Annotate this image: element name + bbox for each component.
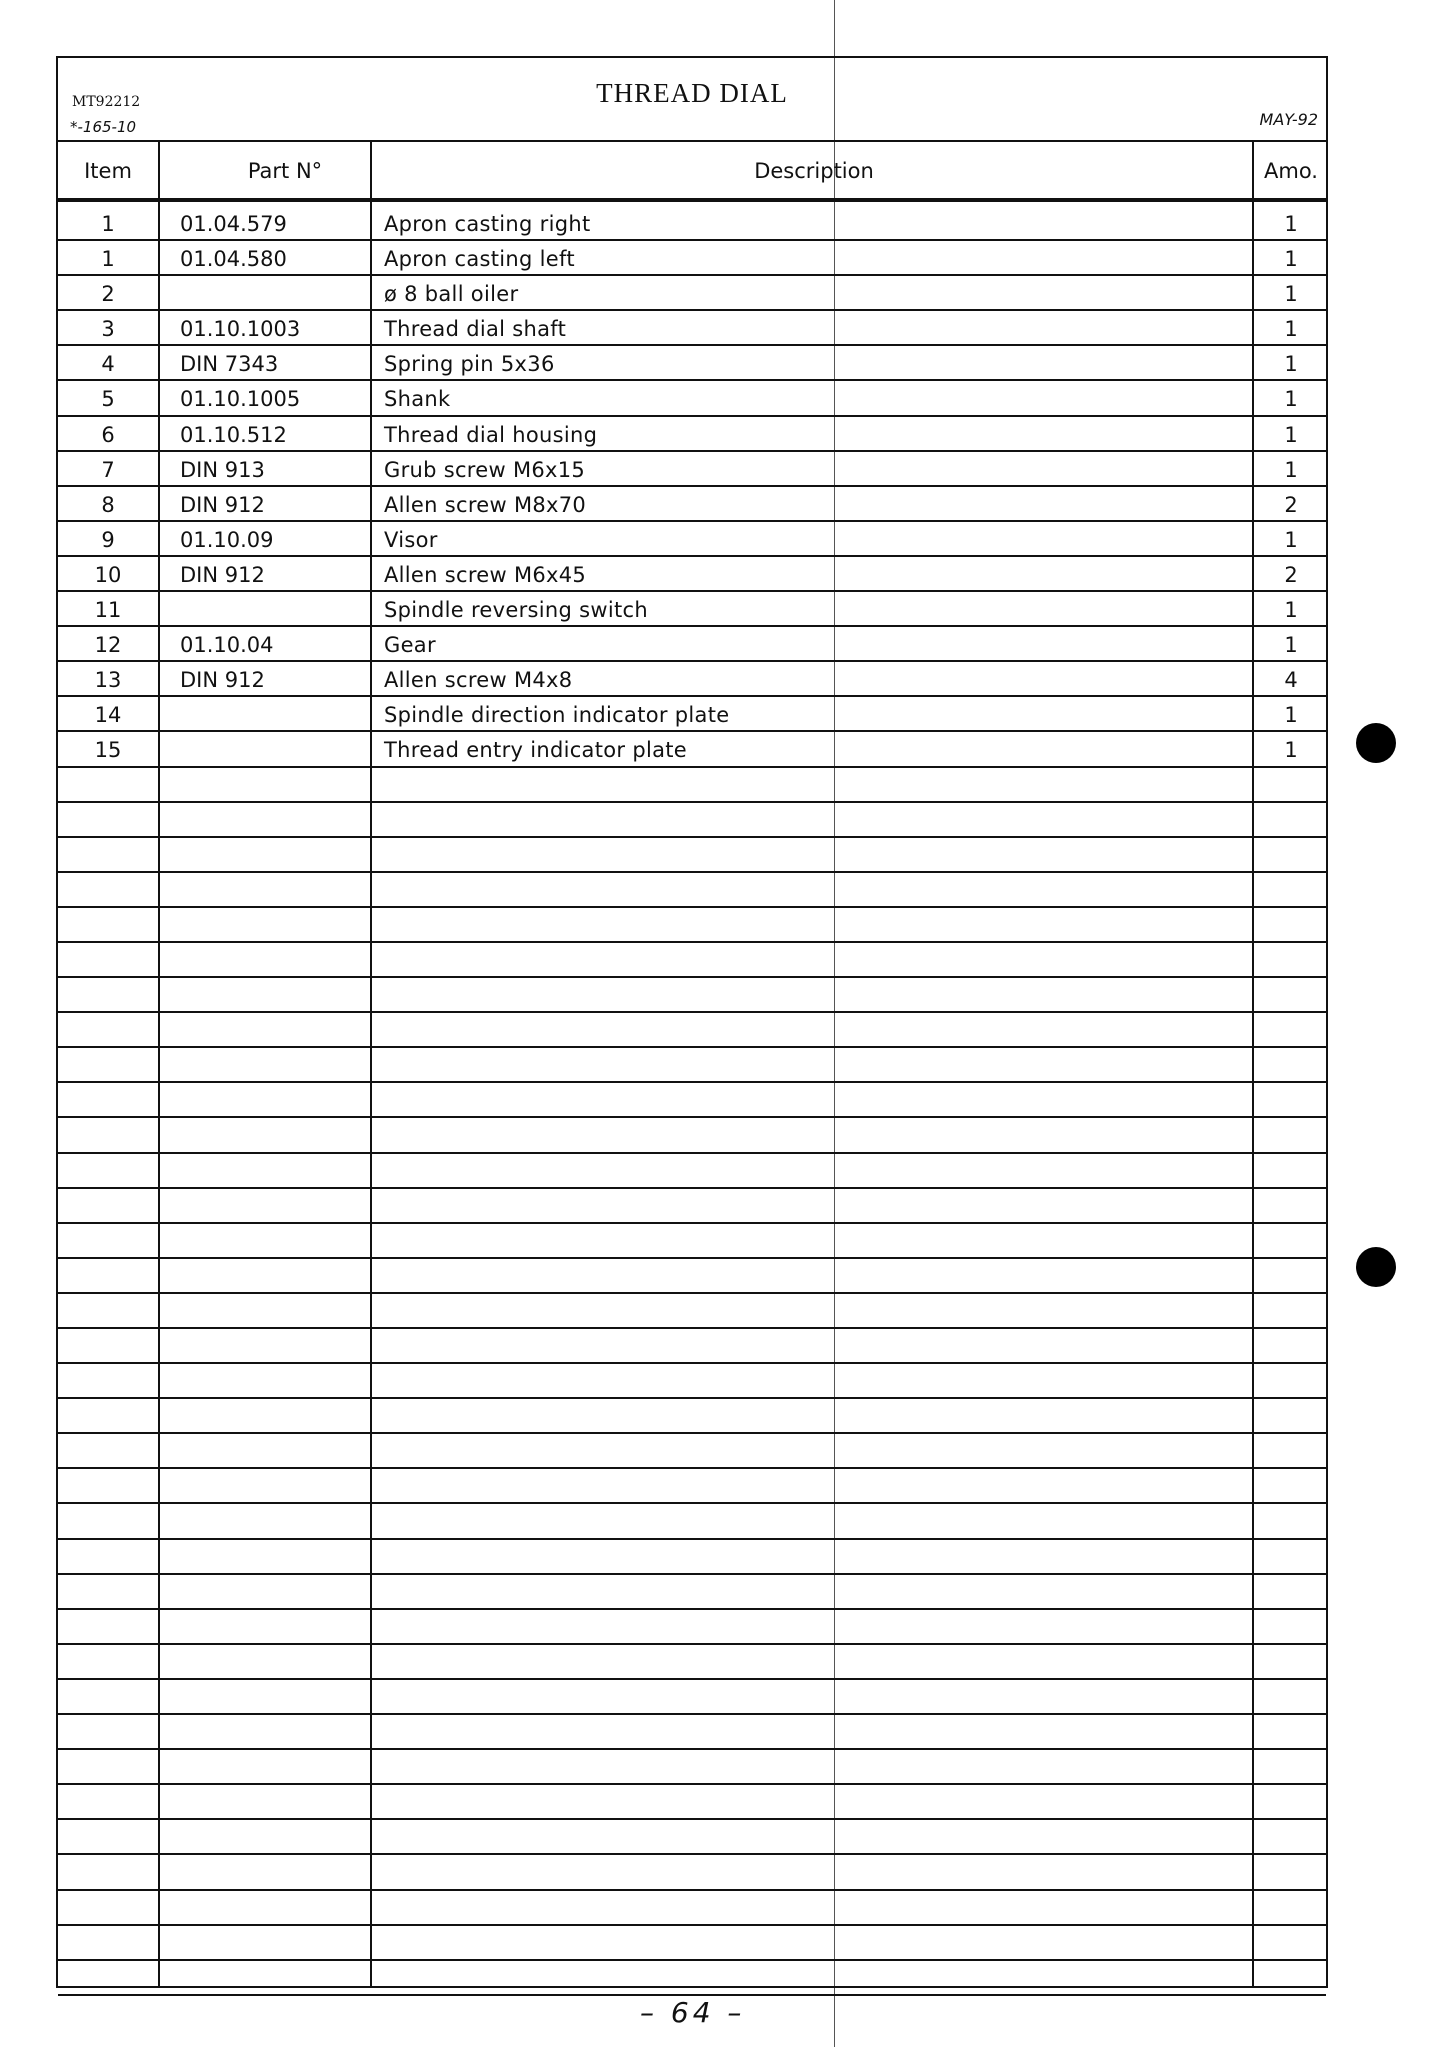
item-number: 12 [94, 633, 122, 658]
amount: 1 [1284, 212, 1298, 236]
table-row [58, 522, 1326, 557]
item-number: 8 [101, 492, 115, 517]
amount: 2 [1284, 492, 1298, 517]
description: Spring pin 5x36 [384, 352, 555, 377]
empty-table-row [58, 1645, 1326, 1680]
punch-hole [1356, 723, 1396, 763]
part-number: 01.10.04 [180, 633, 274, 658]
part-number: 01.10.1005 [180, 387, 301, 412]
part-number: DIN 7343 [180, 352, 279, 377]
part-number: DIN 912 [180, 492, 265, 517]
parts-list-frame [56, 56, 1328, 1988]
empty-table-row [58, 943, 1326, 978]
document-date: MAY-92 [1259, 110, 1318, 129]
part-number: DIN 912 [180, 562, 265, 587]
empty-table-row [58, 1469, 1326, 1504]
amount: 1 [1284, 703, 1298, 728]
amount: 1 [1284, 598, 1298, 623]
empty-table-row [58, 1891, 1326, 1926]
description: Thread dial housing [384, 422, 598, 447]
amount: 1 [1284, 633, 1298, 658]
description: Thread entry indicator plate [384, 738, 688, 763]
column-divider [158, 140, 160, 1986]
document-code: MT92212 [72, 94, 141, 110]
empty-table-row [58, 768, 1326, 803]
empty-table-row [58, 1750, 1326, 1785]
header-item: Item [84, 159, 132, 183]
empty-table-row [58, 1820, 1326, 1855]
item-number: 10 [94, 562, 122, 587]
description: Apron casting right [384, 212, 591, 236]
table-row [58, 662, 1326, 697]
empty-table-row [58, 1364, 1326, 1399]
table-row [58, 417, 1326, 452]
empty-table-row [58, 1855, 1326, 1890]
part-number [180, 276, 370, 309]
item-number: 11 [94, 598, 122, 623]
punch-hole [1356, 1247, 1396, 1287]
empty-table-row [58, 1540, 1326, 1575]
item-number: 1 [101, 212, 115, 236]
document-reference: *-165-10 [70, 118, 137, 136]
column-divider [370, 140, 372, 1986]
amount: 2 [1284, 562, 1298, 587]
item-number: 13 [94, 668, 122, 693]
header-amount: Amo. [1264, 159, 1318, 183]
table-row [58, 311, 1326, 346]
part-number: 01.04.580 [180, 247, 287, 272]
amount: 1 [1284, 282, 1298, 307]
empty-table-row [58, 1259, 1326, 1294]
description: Spindle direction indicator plate [384, 703, 730, 728]
table-row [58, 627, 1326, 662]
document-title: THREAD DIAL [596, 78, 788, 108]
table-row [58, 452, 1326, 487]
header-part-number: Part N° [247, 159, 323, 183]
table-row [58, 346, 1326, 381]
empty-table-row [58, 1048, 1326, 1083]
item-number: 15 [94, 738, 122, 763]
item-number: 1 [101, 247, 115, 272]
empty-table-row [58, 838, 1326, 873]
empty-table-row [58, 1294, 1326, 1329]
item-number: 3 [101, 317, 115, 342]
table-row [58, 592, 1326, 627]
part-number [180, 732, 370, 765]
item-number: 14 [94, 703, 122, 728]
part-number: 01.04.579 [180, 212, 287, 236]
description: Allen screw M8x70 [384, 492, 587, 517]
item-number: 9 [101, 527, 115, 552]
empty-table-row [58, 873, 1326, 908]
empty-table-row [58, 1189, 1326, 1224]
description: Thread dial shaft [384, 317, 567, 342]
table-row [58, 276, 1326, 311]
column-divider [1252, 140, 1254, 1986]
empty-table-row [58, 1434, 1326, 1469]
description: Shank [384, 387, 451, 412]
item-number: 2 [101, 282, 115, 307]
table-header [58, 140, 1326, 202]
empty-table-row [58, 1154, 1326, 1189]
page-number: – 64 – [640, 1996, 746, 2029]
part-number: 01.10.1003 [180, 317, 301, 342]
description: Grub screw M6x15 [384, 457, 586, 482]
empty-table-row [58, 1926, 1326, 1961]
empty-table-row [58, 1785, 1326, 1820]
amount: 1 [1284, 387, 1298, 412]
item-number: 4 [101, 352, 115, 377]
part-number [180, 592, 370, 625]
part-number: 01.10.09 [180, 527, 274, 552]
table-row [58, 487, 1326, 522]
empty-table-row [58, 1504, 1326, 1539]
description: Apron casting left [384, 247, 575, 272]
amount: 1 [1284, 457, 1298, 482]
amount: 4 [1284, 668, 1298, 693]
description: Gear [384, 633, 436, 658]
table-row [58, 697, 1326, 732]
item-number: 5 [101, 387, 115, 412]
part-number: 01.10.512 [180, 422, 287, 447]
empty-table-row [58, 908, 1326, 943]
part-number [180, 697, 370, 730]
empty-table-row [58, 1715, 1326, 1750]
table-row [58, 381, 1326, 416]
empty-table-row [58, 1013, 1326, 1048]
part-number: DIN 912 [180, 668, 265, 693]
empty-table-row [58, 1329, 1326, 1364]
description: Visor [384, 527, 438, 552]
empty-table-row [58, 1575, 1326, 1610]
empty-table-row [58, 1399, 1326, 1434]
item-number: 6 [101, 422, 115, 447]
description: Allen screw M6x45 [384, 562, 587, 587]
amount: 1 [1284, 317, 1298, 342]
empty-table-row [58, 1680, 1326, 1715]
empty-table-row [58, 1224, 1326, 1259]
table-row [58, 557, 1326, 592]
table-row [58, 206, 1326, 241]
header-description: Description [754, 159, 874, 183]
table-row [58, 241, 1326, 276]
amount: 1 [1284, 352, 1298, 377]
parts-table-body [58, 206, 1326, 1996]
description: Allen screw M4x8 [384, 668, 573, 693]
description: Spindle reversing switch [384, 598, 648, 623]
amount: 1 [1284, 247, 1298, 272]
amount: 1 [1284, 422, 1298, 447]
empty-table-row [58, 1610, 1326, 1645]
empty-table-row [58, 978, 1326, 1013]
description: ø 8 ball oiler [384, 282, 519, 307]
empty-table-row [58, 1118, 1326, 1153]
empty-table-row [58, 1961, 1326, 1996]
item-number: 7 [101, 457, 115, 482]
table-row [58, 732, 1326, 767]
empty-table-row [58, 1083, 1326, 1118]
empty-table-row [58, 803, 1326, 838]
amount: 1 [1284, 738, 1298, 763]
part-number: DIN 913 [180, 457, 265, 482]
amount: 1 [1284, 527, 1298, 552]
